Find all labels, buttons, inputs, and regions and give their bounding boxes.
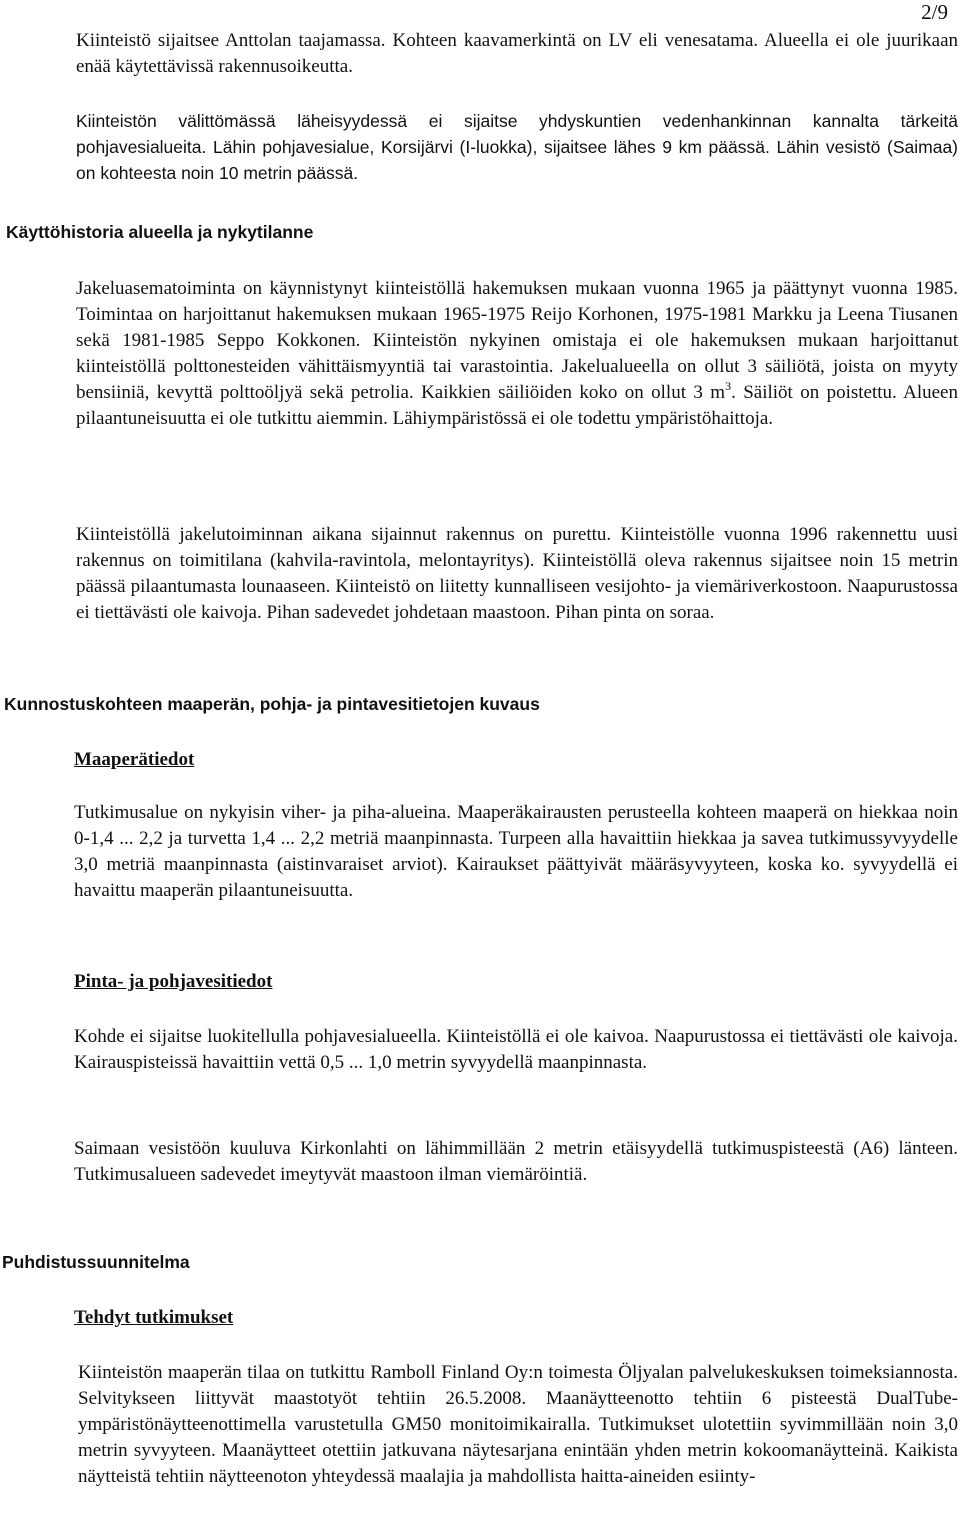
soil-paragraph: Tutkimusalue on nykyisin viher- ja piha-alueina. Maaperäkairausten perusteella kohteen maaperä on hiekkaa noin 0-1,4 ... 2,2 ja turvetta 1,4 ... 2,2 metriä maanpinnasta. Turpeen alla havaittiin hiekkaa ja savea tutkimussyvyydelle 3,0 metriä maanpinnasta (aistinvaraiset arviot). Kairaukset päättyivät määräsyvyyteen, koska ko. syvyydellä ei havaittu maaperän pilaantuneisuutta.: [74, 802, 958, 901]
intro-paragraph-1: Kiinteistö sijaitsee Anttolan taajamassa. Kohteen kaavamerkintä on LV eli venesatama. Alueella ei ole juurikaan enää käytettävissä rakennusoikeutta.: [76, 30, 958, 77]
history-paragraph-1-tail: . Säiliöt on poistettu. Alueen pilaantuneisuutta ei ole tutkittu aiemmin. Lähiympäristössä ei ole todettu ympäristöhaittoja.: [76, 382, 958, 429]
history-paragraph-1-text: Jakeluasematoiminta on käynnistynyt kiinteistöllä hakemuksen mukaan vuonna 1965 ja päättynyt vuonna 1985. Toimintaa on harjoittanut hakemuksen mukaan 1965-1975 Reijo Korhonen, 1975-1981 Markku ja Leena Tiusanen sekä 1981-1985 Seppo Kokkonen. Kiinteistön nykyinen omistaja ei ole hakemuksen mukaan harjoittanut kiinteistöllä polttonesteiden vähittäismyyntiä tai varastointia. Jakelualueella on ollut 3 säiliötä, joista on myyty bensiiniä, kevyttä polttoöljyä sekä petrolia. Kaikkien säiliöiden koko on ollut 3 m: [76, 278, 958, 403]
heading-soil-description: Kunnostuskohteen maaperän, pohja- ja pintavesitietojen kuvaus: [4, 694, 540, 714]
heading-remediation-plan: Puhdistussuunnitelma: [2, 1252, 190, 1272]
heading-usage-history: Käyttöhistoria alueella ja nykytilanne: [6, 222, 314, 242]
history-paragraph-1: [76, 276, 958, 432]
intro-paragraph-2: Kiinteistön välittömässä läheisyydessä ei sijaitse yhdyskuntien vedenhankinnan kannalta tärkeitä pohjavesialueita. Lähin pohjavesialue, Korsijärvi (I-luokka), sijaitsee lähes 9 km päässä. Lähin vesistö (Saimaa) on kohteesta noin 10 metrin päässä.: [76, 111, 958, 183]
subheading-conducted-studies: Tehdyt tutkimukset: [74, 1307, 234, 1328]
page-number: 2/9: [921, 0, 948, 24]
water-paragraph-2: Saimaan vesistöön kuuluva Kirkonlahti on lähimmillään 2 metrin etäisyydellä tutkimuspisteestä (A6) länteen. Tutkimusalueen sadevedet imeytyvät maastoon ilman viemäröintiä.: [74, 1138, 958, 1185]
subheading-soil-data: Maaperätiedot: [74, 749, 195, 770]
unit-superscript: 3: [725, 379, 732, 393]
history-paragraph-2: Kiinteistöllä jakelutoiminnan aikana sijainnut rakennus on purettu. Kiinteistölle vuonna 1996 rakennettu uusi rakennus on toimitilana (kahvila-ravintola, melontayritys). Kiinteistöllä oleva rakennus sijaitsee noin 15 metrin päässä pilaantumasta lounaaseen. Kiinteistö on liitetty kunnalliseen vesijohto- ja viemäriverkostoon. Naapurustossa ei tiettävästi ole kaivoja. Pihan sadevedet johdetaan maastoon. Pihan pinta on soraa.: [76, 524, 958, 623]
water-paragraph-1: Kohde ei sijaitse luokitellulla pohjavesialueella. Kiinteistöllä ei ole kaivoa. Naapurustossa ei tiettävästi ole kaivoja. Kairauspisteissä havaittiin vettä 0,5 ... 1,0 metrin syvyydellä maanpinnasta.: [74, 1026, 958, 1073]
subheading-water-data: Pinta- ja pohjavesitiedot: [74, 971, 273, 992]
studies-paragraph: Kiinteistön maaperän tilaa on tutkittu Ramboll Finland Oy:n toimesta Öljyalan palvelukeskuksen toimeksiannosta. Selvitykseen liittyvät maastotyöt tehtiin 26.5.2008. Maanäytteenotto tehtiin 6 pisteestä DualTube- ympäristönäytteenottimella varustetulla GM50 monitoimikairalla. Tutkimukset ulotettiin syvimmillään noin 3,0 metrin syvyyteen. Maanäytteet otettiin jatkuvana näytesarjana enintään yhden metrin kokoomanäytteinä. Kaikista näytteistä tehtiin näytteenoton yhteydessä maalajia ja mahdollista haitta-aineiden esiinty-: [78, 1362, 958, 1487]
